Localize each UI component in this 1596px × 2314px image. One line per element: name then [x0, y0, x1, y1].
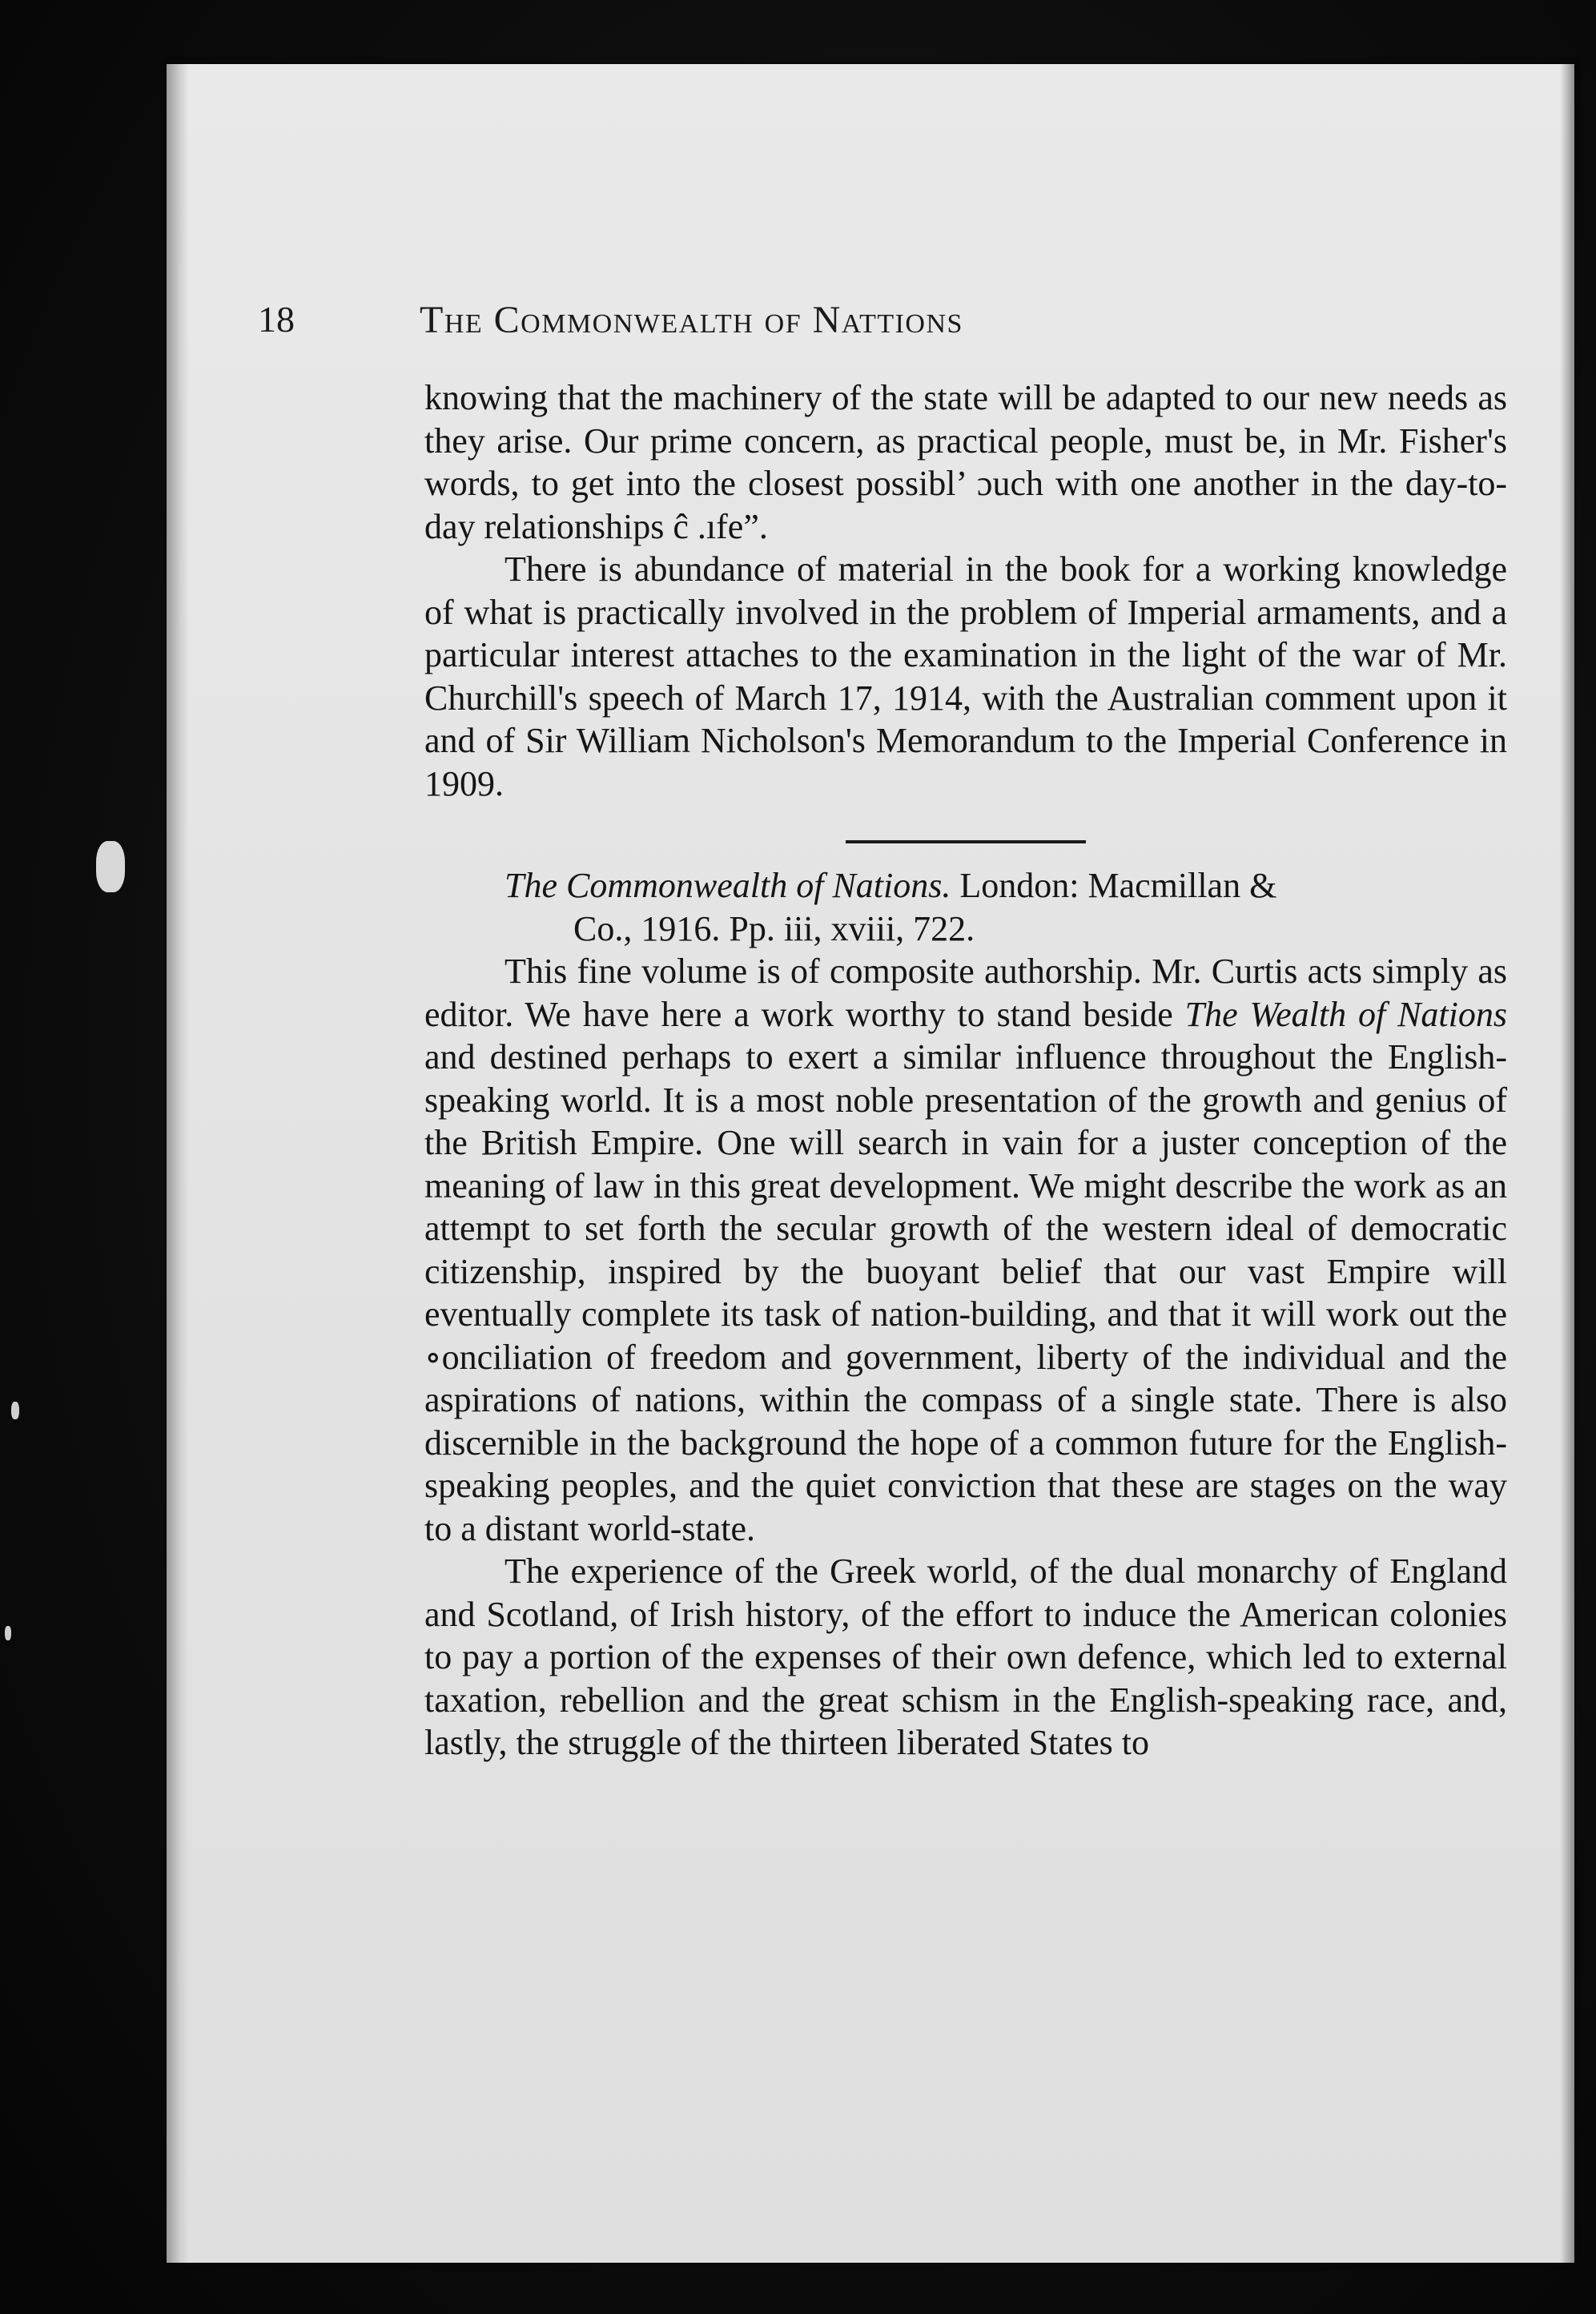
paragraph-review [424, 950, 1507, 1550]
scan-speck [5, 1626, 11, 1640]
running-title: The Commonwealth of Nattions [420, 299, 963, 341]
citation-line-1 [424, 864, 1507, 907]
main-text [424, 376, 1507, 1765]
book-citation [424, 864, 1507, 950]
review-text-rest: and destined perhaps to exert a similar influence throughout the English-speaking world. It is a most noble presentation of the growth and genius of the British Empire. One will search in vain for a juster conception of the meaning of law in this great development. We might describe the work as an attempt to set forth the secular growth of the western ideal of democratic citizenship, inspired by the buoyant belief that our vast Empire will eventually complete its task of nation-building, and that it will work out the ∘onciliation of freedom and government, liberty of the individual and the aspirations of nations, within the compass of a single state. There is also discernible in the background the hope of a common future for the English-speaking peoples, and the quiet conviction that these are stages on the way to a distant world-state. [424, 1037, 1507, 1548]
paragraph-experience: The experience of the Greek world, of the dual monarchy of England and Scotland, of Irish history, of the effort to induce the American colonies to pay a portion of the expenses of their own defence, which led to external taxation, rebellion and the great schism in the English-speaking race, and, lastly, the struggle of the thirteen liberated States to [424, 1551, 1507, 1762]
citation-details: Co., 1916. Pp. iii, xviii, 722. [573, 908, 975, 948]
paragraph-continuation: knowing that the machinery of the state will be adapted to our new needs as they arise. Our prime concern, as practical people, must be, in Mr. Fisher's words, to get into the closest possibl’ ɔuch with one another in the day-to-day relationships ĉ .ıfe”. [424, 378, 1507, 546]
citation-title: The Commonwealth of Nations. [505, 866, 951, 905]
review-text-start: This fine volume is of composite authorship. Mr. Curtis acts simply as editor. We have here a work worthy to stand beside [424, 952, 1507, 1034]
scan-speck [96, 841, 125, 892]
scan-speck [11, 1402, 19, 1419]
citation-publisher: London: Macmillan & [959, 866, 1277, 905]
section-divider [846, 840, 1086, 843]
paragraph-armaments: There is abundance of material in the book for a working knowledge of what is practically involved in the problem of Imperial armaments, and a particular interest attaches to the examination in the light of the war of Mr. Churchill's speech of March 17, 1914, with the Australian comment upon it and of Sir William Nicholson's Memorandum to the Imperial Conference in 1909. [424, 549, 1507, 803]
page-number: 18 [258, 299, 295, 340]
inline-book-title: The Wealth of Nations [1184, 994, 1507, 1034]
running-head [258, 298, 1291, 346]
